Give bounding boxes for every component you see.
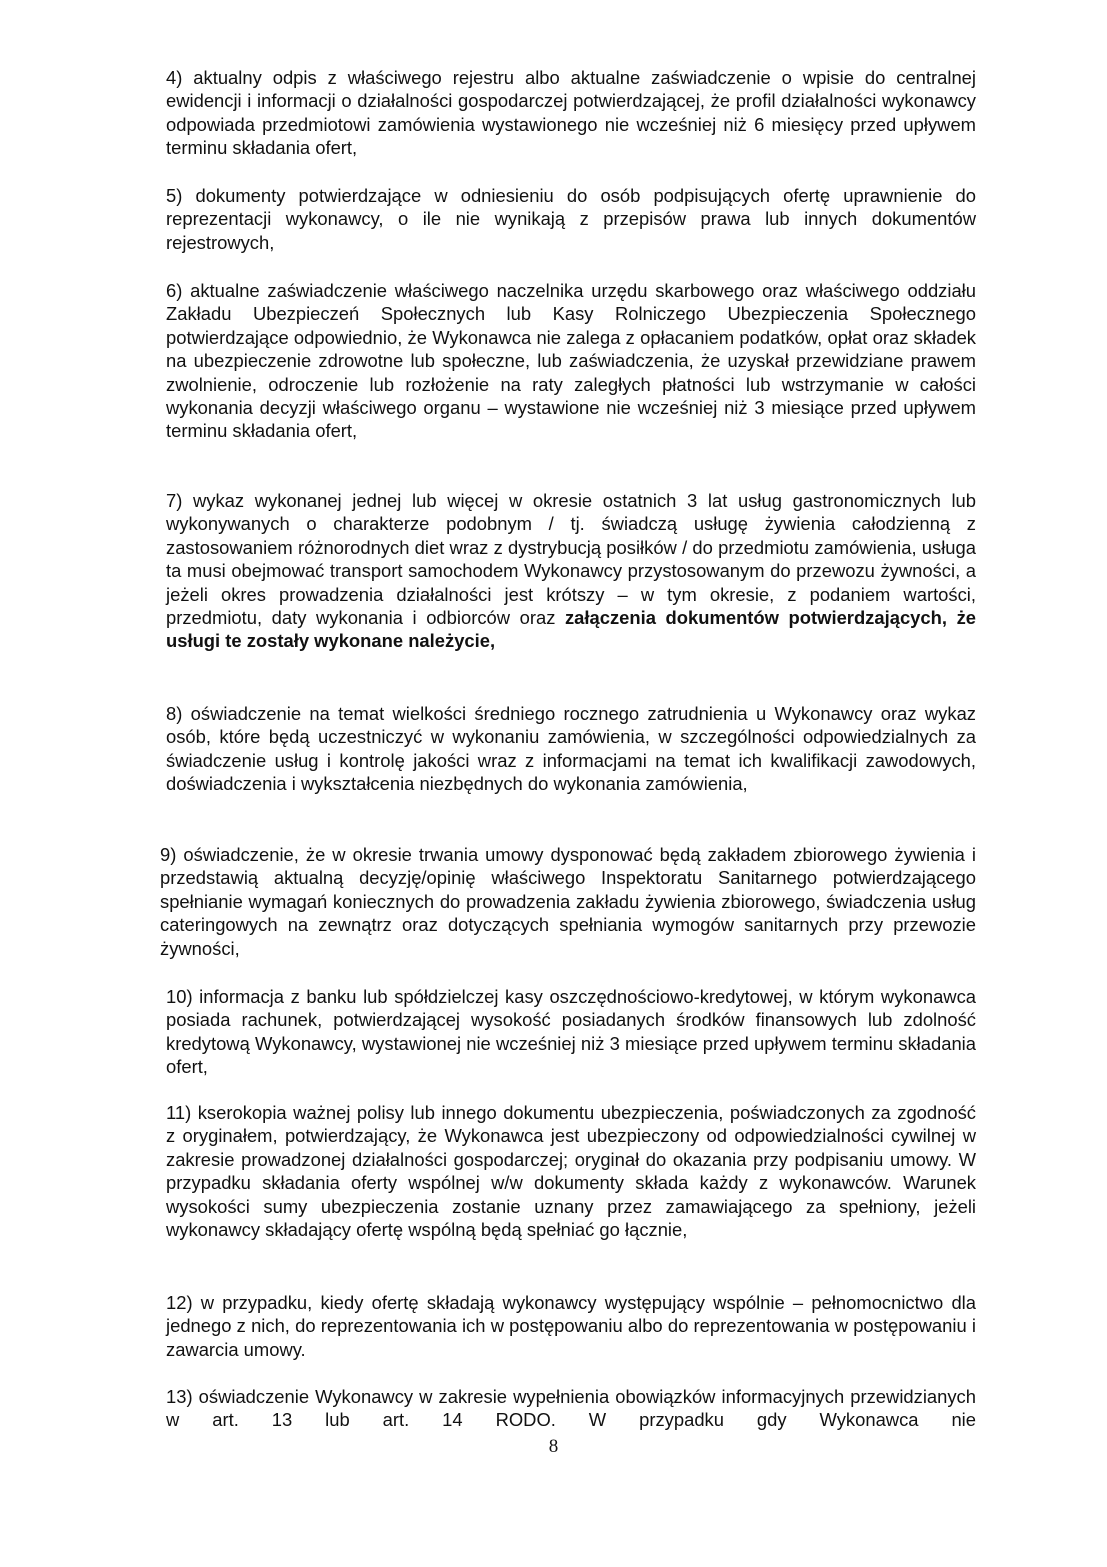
list-item-9-text: 9) oświadczenie, że w okresie trwania umowy dysponować będą zakładem zbiorowego żywienia i przedstawią aktualną decyzję/opinię właściwego Inspektoratu Sanitarnego potwierdzającego spełnianie wymagań koniecznych do prowadzenia zakładu żywienia zbiorowego, świadczenia usług cateringowych na zewnątrz oraz dotyczących spełniania wymogów sanitarnych przy przewozie żywności,	[160, 844, 976, 959]
list-item-10	[166, 985, 976, 1079]
list-item-13-text: 13) oświadczenie Wykonawcy w zakresie wypełnienia obowiązków informacyjnych przewidzianych w art. 13 lub art. 14 RODO. W przypadku gdy Wykonawca nie	[166, 1386, 976, 1431]
list-item-11	[166, 1101, 976, 1241]
list-item-8	[166, 702, 976, 796]
list-item-7-text: 7) wykaz wykonanej jednej lub więcej w okresie ostatnich 3 lat usług gastronomicznych lub wykonywanych o charakterze podobnym / tj. świadczą usługę żywienia całodzienną z zastosowaniem różnorodnych diet wraz z dystrybucją posiłków / do przedmiotu zamówienia, usługa ta musi obejmować transport samochodem Wykonawcy przystosowanym do przewozu żywności, a jeżeli okres prowadzenia działalności jest krótszy – w tym okresie, z podaniem wartości, przedmiotu, daty wykonania i odbiorców oraz	[166, 490, 976, 629]
list-item-11-text: 11) kserokopia ważnej polisy lub innego dokumentu ubezpieczenia, poświadczonych za zgodność z oryginałem, potwierdzający, że Wykonawca jest ubezpieczony od odpowiedzialności cywilnej w zakresie prowadzonej działalności gospodarczej; oryginał do okazania przy podpisaniu umowy. W przypadku składania oferty wspólnej w/w dokumenty składa każdy z wykonawców. Warunek wysokości sumy ubezpieczenia zostanie uznany przez zamawiającego za spełniony, jeżeli wykonawcy składający ofertę wspólną będą spełniać go łącznie,	[166, 1102, 976, 1241]
list-item-7-bold-text: załączenia dokumentów potwierdzających, że usługi te zostały wykonane należycie,	[166, 607, 976, 652]
list-item-12-text: 12) w przypadku, kiedy ofertę składają wykonawcy występujący wspólnie – pełnomocnictwo dla jednego z nich, do reprezentowania ich w postępowaniu albo do reprezentowania w postępowaniu i zawarcia umowy.	[166, 1292, 976, 1360]
list-item-7	[166, 489, 976, 653]
list-item-6-text: 6) aktualne zaświadczenie właściwego naczelnika urzędu skarbowego oraz właściwego oddziału Zakładu Ubezpieczeń Społecznych lub Kasy Rolniczego Ubezpieczenia Społecznego potwierdzające odpowiednio, że Wykonawca nie zalega z opłacaniem podatków, opłat oraz składek na ubezpieczenie zdrowotne lub społeczne, lub zaświadczenia, że uzyskał przewidziane prawem zwolnienie, odroczenie lub rozłożenie na raty zaległych płatności lub wstrzymanie w całości wykonania decyzji właściwego organu – wystawione nie wcześniej niż 3 miesiące przed upływem terminu składania ofert,	[166, 280, 976, 442]
list-item-9	[160, 843, 976, 960]
list-item-6	[166, 279, 976, 443]
list-item-13	[166, 1385, 976, 1432]
list-item-4-text: 4) aktualny odpis z właściwego rejestru albo aktualne zaświadczenie o wpisie do centralnej ewidencji i informacji o działalności gospodarczej potwierdzającej, że profil działalności wykonawcy odpowiada przedmiotowi zamówienia wystawionego nie wcześniej niż 6 miesięcy przed upływem terminu składania ofert,	[166, 67, 976, 159]
list-item-5	[166, 184, 976, 254]
list-item-4	[166, 66, 976, 160]
list-item-5-text: 5) dokumenty potwierdzające w odniesieniu do osób podpisujących ofertę uprawnienie do reprezentacji wykonawcy, o ile nie wynikają z przepisów prawa lub innych dokumentów rejestrowych,	[166, 185, 976, 253]
list-item-8-text: 8) oświadczenie na temat wielkości średniego rocznego zatrudnienia u Wykonawcy oraz wykaz osób, które będą uczestniczyć w wykonaniu zamówienia, w szczególności odpowiedzialnych za świadczenie usług i kontrolę jakości wraz z informacjami na temat ich kwalifikacji zawodowych, doświadczenia i wykształcenia niezbędnych do wykonania zamówienia,	[166, 703, 976, 795]
page-number: 8	[548, 1436, 559, 1457]
list-item-12	[166, 1291, 976, 1361]
list-item-10-text: 10) informacja z banku lub spółdzielczej kasy oszczędnościowo-kredytowej, w którym wykonawca posiada rachunek, potwierdzającej wysokość posiadanych środków finansowych lub zdolność kredytową Wykonawcy, wystawionej nie wcześniej niż 3 miesiące przed upływem terminu składania ofert,	[166, 986, 976, 1078]
